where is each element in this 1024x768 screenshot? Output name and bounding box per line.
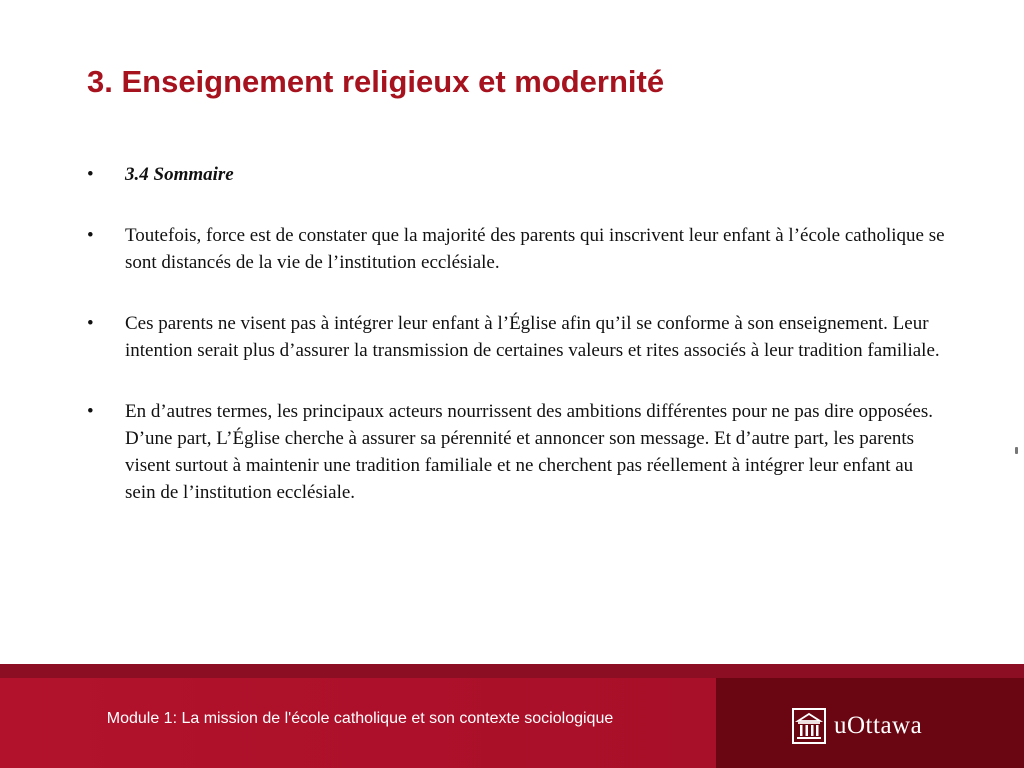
bullet-marker: • [87, 164, 94, 185]
logo-text: uOttawa [834, 712, 923, 739]
stray-mark [1015, 447, 1018, 454]
footer-top-band [0, 664, 1024, 678]
bullet-item [87, 222, 947, 276]
university-building-icon [792, 708, 826, 744]
bullet-item [87, 310, 947, 364]
bullet-list [87, 161, 947, 540]
bullet-text: Ces parents ne visent pas à intégrer leur enfant à l’Église afin qu’il se conforme à son enseignement. Leur intention serait plus d’assurer la transmission de certaines valeurs et rites associés à leur tradition familiale. [125, 313, 940, 361]
bullet-item [87, 398, 947, 506]
uottawa-logo [792, 706, 922, 746]
bullet-text: En d’autres termes, les principaux acteurs nourrissent des ambitions différentes pour ne pas dire opposées. D’une part, L’Église cherche à assurer sa pérennité et annoncer son message. Et d’autre part, les parents visent surtout à maintenir une tradition familiale et ne cherchent pas réellement à intégrer leur enfant au sein de l’institution ecclésiale. [125, 401, 933, 503]
bullet-marker: • [87, 401, 94, 422]
bullet-marker: • [87, 225, 94, 246]
bullet-text: Toutefois, force est de constater que la majorité des parents qui inscrivent leur enfant à l’école catholique se sont distancés de la vie de l’institution ecclésiale. [125, 225, 945, 273]
slide-title: 3. Enseignement religieux et modernité [87, 64, 665, 99]
bullet-item-section-heading [87, 161, 947, 188]
section-heading: 3.4 Sommaire [125, 164, 234, 185]
bullet-marker: • [87, 313, 94, 334]
module-title: Module 1: La mission de l'école catholique et son contexte sociologique [106, 710, 614, 727]
